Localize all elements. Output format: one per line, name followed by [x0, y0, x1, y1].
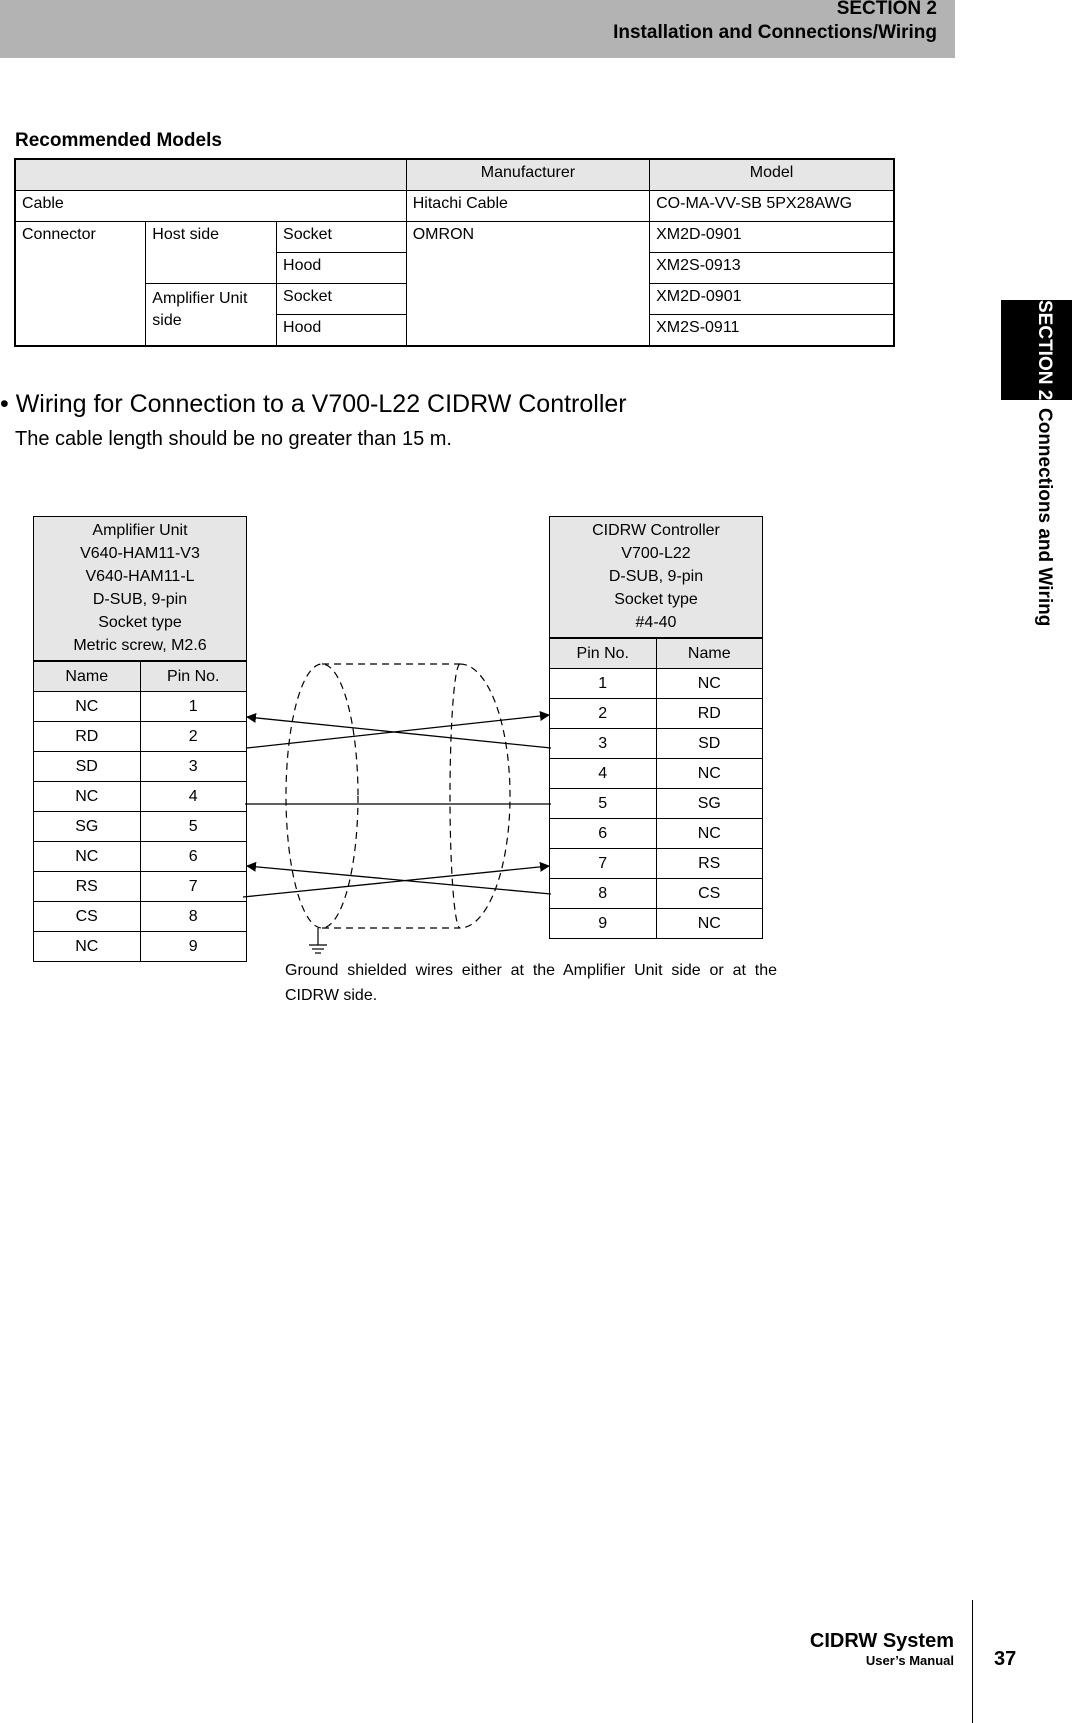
amp-name: NC — [75, 788, 99, 805]
ctrl-name: NC — [656, 759, 763, 788]
ctrl-col-name: Name — [656, 639, 763, 668]
header-section: SECTION 2 — [836, 0, 937, 19]
amp-name: NC — [75, 848, 99, 865]
ctrl-header-line: V700-L22 — [621, 545, 691, 562]
side-tab-title: Connections and Wiring — [1034, 408, 1055, 627]
wiring-subtitle: The cable length should be no greater than 15 m. — [15, 428, 452, 450]
amp-hood-model: XM2S-0911 — [650, 315, 894, 347]
ground-note: Ground shielded wires either at the Amplifier Unit side or at the CIDRW side. — [285, 962, 777, 1004]
amp-col-name: Name — [34, 662, 140, 691]
amp-name: CS — [75, 908, 98, 925]
footer-manual: User’s Manual — [865, 1653, 954, 1668]
cable-label: Cable — [15, 191, 406, 222]
side-tab-section: SECTION 2 — [1034, 300, 1055, 401]
wiring-title: • Wiring for Connection to a V700-L22 CIDRW Controller — [0, 390, 627, 418]
ctrl-name: SD — [656, 729, 763, 758]
connector-manufacturer: OMRON — [406, 222, 649, 347]
ctrl-name: NC — [656, 819, 763, 848]
ctrl-pin: 2 — [598, 705, 608, 722]
cable-shield — [286, 664, 510, 928]
footer-brand — [810, 1630, 954, 1668]
amp-header-line: D-SUB, 9-pin — [92, 591, 188, 608]
amp-header-line: Socket type — [98, 614, 182, 631]
amp-pin: 1 — [140, 692, 247, 721]
amp-name: SG — [75, 818, 99, 835]
amp-pin: 2 — [140, 722, 247, 751]
header-title: Installation and Connections/Wiring — [613, 22, 937, 43]
amp-name: NC — [75, 938, 99, 955]
host-socket-model: XM2D-0901 — [650, 222, 894, 253]
amp-name: RD — [75, 728, 99, 745]
ground-icon — [309, 928, 327, 953]
host-hood-model: XM2S-0913 — [650, 253, 894, 284]
host-side-label: Host side — [146, 222, 277, 284]
amp-header-line: Amplifier Unit — [92, 522, 188, 539]
amp-col-pin: Pin No. — [140, 662, 247, 691]
amp-pin: 8 — [140, 902, 247, 931]
recommended-models-title: Recommended Models — [15, 130, 222, 151]
footer-brand-name: CIDRW System — [809, 1630, 954, 1652]
ctrl-name: SG — [656, 789, 763, 818]
amp-name: NC — [75, 698, 99, 715]
ctrl-pin: 8 — [598, 885, 608, 902]
amp-side-label: Amplifier Unit side — [146, 284, 277, 347]
amp-pin: 4 — [140, 782, 247, 811]
amp-pin: 9 — [140, 932, 247, 961]
ctrl-name: CS — [656, 879, 763, 908]
ctrl-header-line: D-SUB, 9-pin — [608, 568, 704, 585]
ctrl-pin: 5 — [598, 795, 608, 812]
ctrl-name: RD — [656, 699, 763, 728]
ctrl-name: NC — [656, 669, 763, 698]
amp-socket-label: Socket — [277, 284, 407, 315]
host-socket-label: Socket — [277, 222, 407, 253]
ctrl-pin: 7 — [598, 855, 608, 872]
ctrl-pin: 9 — [598, 915, 608, 932]
ctrl-name: NC — [656, 909, 763, 938]
host-hood-label: Hood — [277, 253, 407, 284]
amp-hood-label: Hood — [277, 315, 407, 347]
ctrl-pin: 4 — [598, 765, 608, 782]
amp-pin: 5 — [140, 812, 247, 841]
footer-divider — [972, 1600, 973, 1723]
shield-right-inner — [450, 664, 460, 928]
ctrl-header-line: #4-40 — [635, 614, 677, 631]
amp-pin: 3 — [140, 752, 247, 781]
amp-name: SD — [75, 758, 98, 775]
ctrl-header-line: CIDRW Controller — [592, 522, 720, 539]
col-model: Model — [650, 159, 894, 191]
ctrl-pin: 6 — [598, 825, 608, 842]
amp-pin: 7 — [140, 872, 247, 901]
ctrl-pin: 1 — [598, 675, 608, 692]
ctrl-pin: 3 — [598, 735, 608, 752]
amp-pin: 6 — [140, 842, 247, 871]
ctrl-name: RS — [656, 849, 763, 878]
page-number: 37 — [994, 1648, 1017, 1670]
amp-header-line: Metric screw, M2.6 — [73, 637, 207, 654]
amp-name: RS — [75, 878, 98, 895]
wire-amp-rs-to-ctrl-cs — [243, 866, 549, 897]
ctrl-header-line: Socket type — [614, 591, 698, 608]
cable-model: CO-MA-VV-SB 5PX28AWG — [650, 191, 894, 222]
connector-label: Connector — [15, 222, 146, 347]
ctrl-col-pin: Pin No. — [550, 639, 656, 668]
amp-socket-model: XM2D-0901 — [650, 284, 894, 315]
cable-manufacturer: Hitachi Cable — [406, 191, 649, 222]
amp-header-line: V640-HAM11-V3 — [80, 545, 200, 562]
col-manufacturer: Manufacturer — [406, 159, 649, 191]
amp-header-line: V640-HAM11-L — [85, 568, 195, 585]
